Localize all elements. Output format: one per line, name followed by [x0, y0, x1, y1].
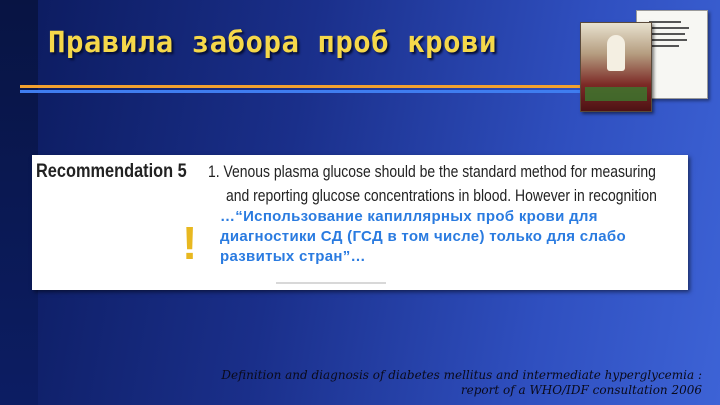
cover-band: [585, 87, 647, 101]
recommendation-line-2: and reporting glucose concentrations in blood. However in recognition: [226, 186, 657, 205]
text-line-decor: [649, 45, 679, 47]
source-line-2: report of a WHO/IDF consultation 2006: [460, 383, 702, 397]
callout-quote: [220, 207, 690, 267]
title-rule-blue: [20, 90, 585, 93]
source-citation: [221, 368, 702, 398]
exclamation-icon: !: [182, 217, 198, 269]
recommendation-panel: [32, 155, 688, 290]
cover-figure: [607, 35, 625, 71]
truncated-text-remnant: [276, 282, 386, 284]
recommendation-line-1: 1. Venous plasma glucose should be the standard method for measuring: [208, 162, 656, 181]
slide-title: Правила забора проб крови: [48, 25, 497, 59]
title-rule-orange: [20, 85, 585, 88]
recommendation-label: Recommendation 5: [36, 161, 187, 182]
text-line-decor: [649, 27, 689, 29]
source-line-1: Definition and diagnosis of diabetes mellitus and intermediate hyperglycemia :: [221, 368, 702, 382]
callout-line-3: развитых стран”…: [220, 248, 366, 265]
text-line-decor: [649, 33, 685, 35]
callout-box: [216, 207, 688, 279]
text-line-decor: [649, 21, 681, 23]
text-line-decor: [649, 39, 687, 41]
report-cover-image: [580, 22, 652, 112]
callout-line-1: …“Использование капиллярных проб крови для: [220, 208, 598, 225]
callout-line-2: диагностики СД (ГСД в том числе) только для слабо: [220, 228, 626, 245]
